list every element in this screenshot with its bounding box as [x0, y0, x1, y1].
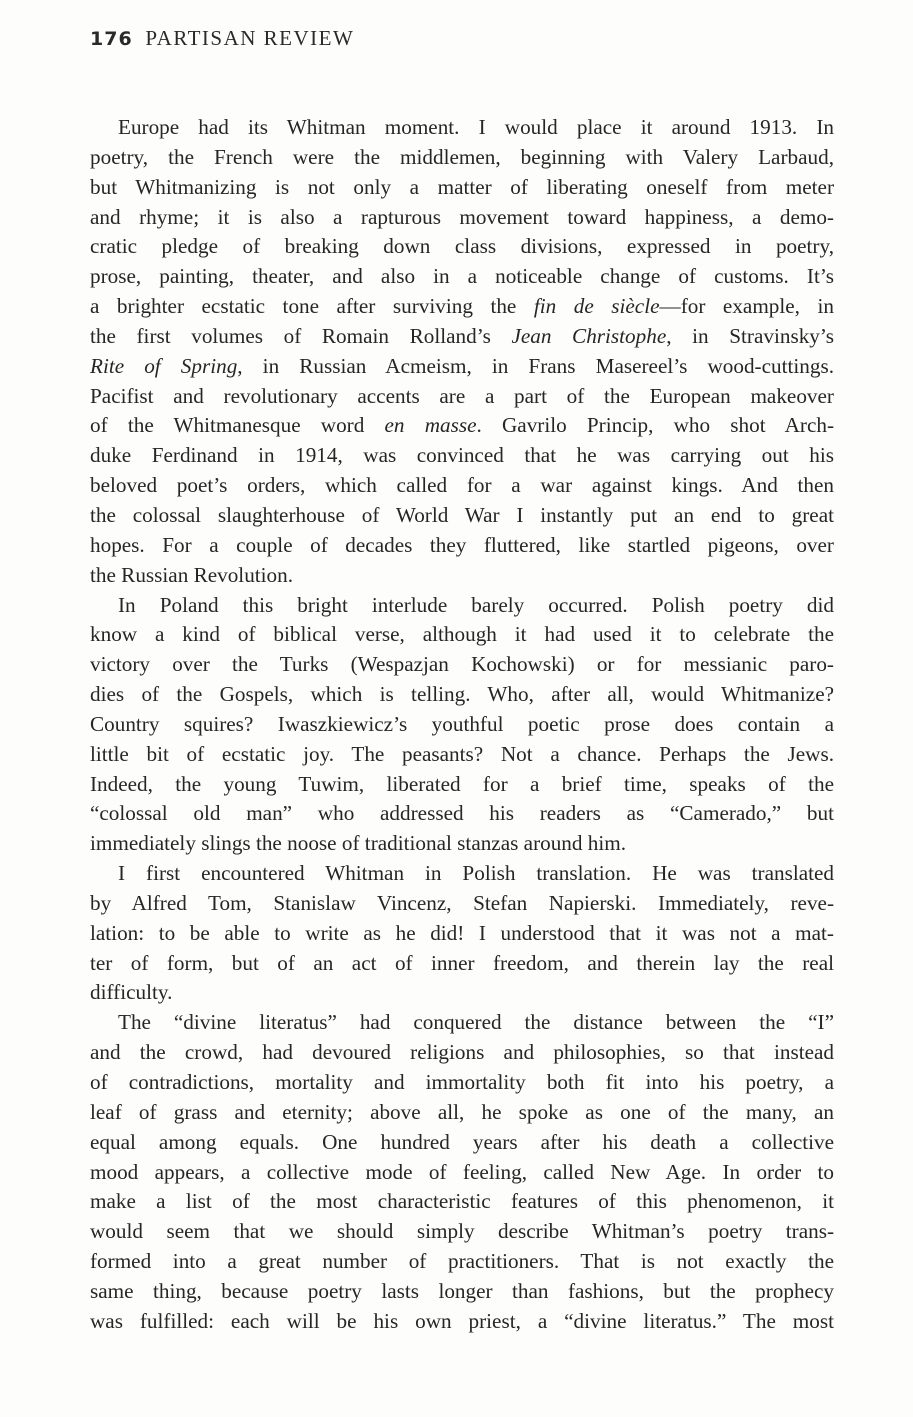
text-line: dies of the Gospels, which is telling. Who, after all, would Whitmanize?	[90, 682, 834, 707]
text-line: Europe had its Whitman moment. I would place it around 1913. In	[118, 115, 834, 139]
text-line: same thing, because poetry lasts longer than fashions, but the prophecy	[90, 1278, 834, 1303]
text-line: equal among equals. One hundred years after his death a collective	[90, 1129, 834, 1154]
text-line: Country squires? Iwaszkiewicz’s youthful poetic prose does contain a	[90, 711, 834, 736]
text-line: Rite of Spring, in Russian Acmeism, in Frans Masereel’s wood-cuttings.	[90, 353, 834, 378]
text-line: lation: to be able to write as he did! I understood that it was not a mat-	[90, 920, 834, 945]
text-line: Pacifist and revolutionary accents are a part of the European makeover	[90, 383, 834, 408]
paragraph	[90, 859, 834, 1008]
text-line: the first volumes of Romain Rolland’s Jean Christophe, in Stravinsky’s	[90, 323, 835, 348]
text-line: the colossal slaughterhouse of World War I instantly put an end to great	[90, 502, 834, 527]
text-line: a brighter ecstatic tone after surviving the fin de siècle—for example, in	[90, 294, 834, 319]
text-line: The “divine literatus” had conquered the distance between the “I”	[118, 1010, 834, 1035]
text-line: make a list of the most characteristic features of this phenomenon, it	[90, 1189, 834, 1214]
text-line: formed into a great number of practitioners. That is not exactly the	[90, 1249, 834, 1274]
text-line: was fulfilled: each will be his own priest, a “divine literatus.” The most	[90, 1308, 834, 1333]
paragraph	[90, 1008, 834, 1336]
text-line: leaf of grass and eternity; above all, he spoke as one of the many, an	[90, 1099, 834, 1124]
running-head	[90, 26, 354, 51]
paragraph	[90, 113, 834, 591]
body-text	[90, 113, 834, 1337]
text-line: victory over the Turks (Wespazjan Kochowski) or for messianic paro-	[90, 652, 834, 677]
text-line: I first encountered Whitman in Polish translation. He was translated	[118, 861, 834, 886]
page-number: 176	[90, 28, 133, 50]
text-line: immediately slings the noose of traditional stanzas around him.	[90, 831, 627, 856]
text-line: ter of form, but of an act of inner freedom, and therein lay the real	[90, 950, 834, 975]
text-line: duke Ferdinand in 1914, was convinced that he was carrying out his	[90, 443, 834, 468]
text-line: cratic pledge of breaking down class divisions, expressed in poetry,	[90, 234, 834, 259]
journal-title: PARTISAN REVIEW	[145, 26, 355, 50]
text-line: prose, painting, theater, and also in a noticeable change of customs. It’s	[90, 264, 834, 289]
text-line: little bit of ecstatic joy. The peasants? Not a chance. Perhaps the Jews.	[90, 741, 834, 766]
text-line: would seem that we should simply describe Whitman’s poetry trans-	[90, 1219, 834, 1244]
text-line: of the Whitmanesque word en masse. Gavrilo Princip, who shot Arch-	[90, 413, 835, 438]
paragraph	[90, 591, 834, 860]
text-line: mood appears, a collective mode of feeling, called New Age. In order to	[90, 1159, 834, 1184]
text-line: by Alfred Tom, Stanislaw Vincenz, Stefan Napierski. Immediately, reve-	[90, 890, 834, 915]
text-line: the Russian Revolution.	[90, 562, 294, 587]
text-line: poetry, the French were the middlemen, beginning with Valery Larbaud,	[90, 144, 834, 169]
text-line: know a kind of biblical verse, although it had used it to celebrate the	[90, 622, 834, 647]
text-line: Indeed, the young Tuwim, liberated for a brief time, speaks of the	[90, 771, 834, 796]
text-line: of contradictions, mortality and immortality both fit into his poetry, a	[90, 1070, 834, 1094]
text-line: and rhyme; it is also a rapturous movement toward happiness, a demo-	[90, 204, 834, 229]
text-line: and the crowd, had devoured religions and philosophies, so that instead	[90, 1040, 834, 1065]
text-line: hopes. For a couple of decades they fluttered, like startled pigeons, over	[90, 532, 834, 557]
text-line: beloved poet’s orders, which called for a war against kings. And then	[90, 473, 834, 498]
text-line: “colossal old man” who addressed his readers as “Camerado,” but	[90, 801, 834, 826]
text-line: difficulty.	[90, 980, 173, 1005]
text-line: In Poland this bright interlude barely occurred. Polish poetry did	[118, 592, 834, 617]
text-line: but Whitmanizing is not only a matter of liberating oneself from meter	[90, 174, 834, 199]
